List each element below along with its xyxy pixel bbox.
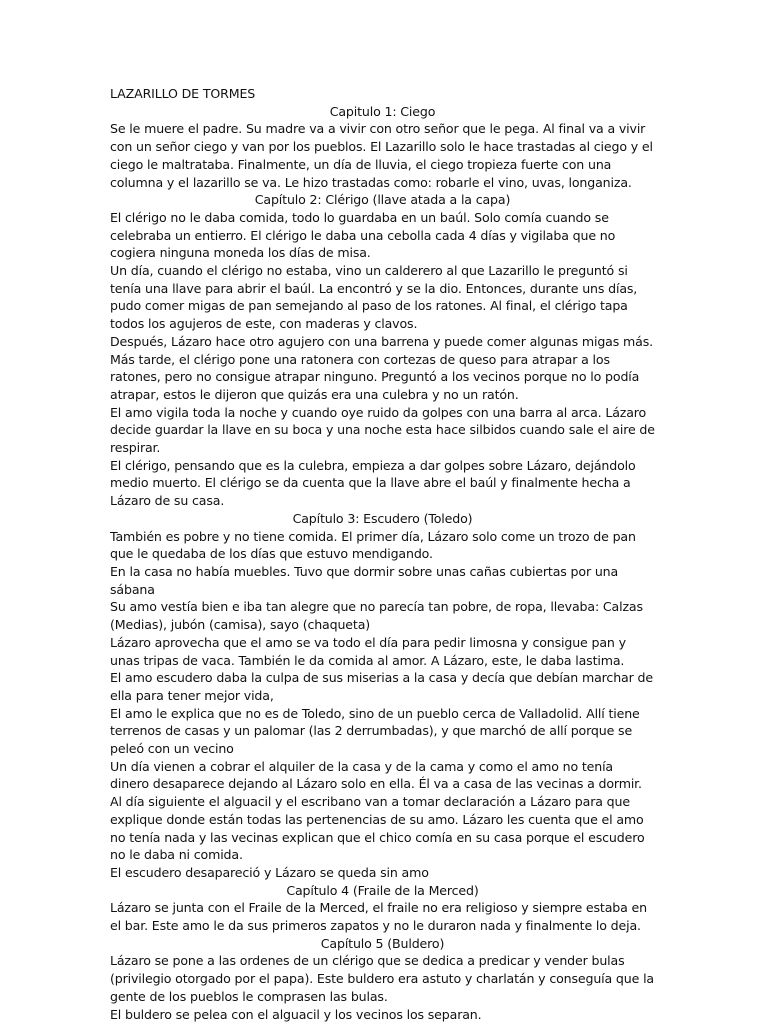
paragraph: Lázaro se pone a las ordenes de un clérigo que se dedica a predicar y vender bulas (privilegio otorgado por el papa). Este buldero era astuto y charlatán y conseguía que la gente de los pueblos le comprasen las bulas. [110, 953, 654, 1004]
paragraph: Lázaro se junta con el Fraile de la Merced, el fraile no era religioso y siempre estaba en el bar. Este amo le da sus primeros zapatos y no le duraron nada y finalmente lo deja. [110, 900, 647, 934]
chapter-heading-1: Capitulo 1: Ciego [329, 103, 436, 119]
paragraph: En la casa no había muebles. Tuvo que dormir sobre unas cañas cubiertas por una sábana [110, 563, 619, 597]
chapter-heading-4: Capítulo 4 (Fraile de la Merced) [286, 882, 479, 898]
paragraph: El amo escudero daba la culpa de sus miserias a la casa y decía que debían marchar de ella para tener mejor vida, [110, 670, 653, 703]
paragraph: El clérigo no le daba comida, todo lo guardaba en un baúl. Solo comía cuando se celebraba un entierro. El clérigo le daba una cebolla cada 4 días y vigilaba que no cogiera ninguna moneda los días de misa. [110, 209, 616, 261]
chapter-heading-3: Capítulo 3: Escudero (Toledo) [292, 510, 473, 526]
paragraph: El escudero desapareció y Lázaro se queda sin amo [110, 864, 429, 880]
paragraph: El amo vigila toda la noche y cuando oye ruido da golpes con una barra al arca. Lázaro decide guardar la llave en su boca y una noche esta hace silbidos cuando sale el aire de respirar. [110, 404, 655, 456]
paragraph: El clérigo, pensando que es la culebra, empieza a dar golpes sobre Lázaro, dejándolo medio muerto. El clérigo se da cuenta que la llave abre el baúl y finalmente hecha a Lázaro de su casa. [110, 457, 636, 509]
paragraph: Se le muere el padre. Su madre va a vivir con otro señor que le pega. Al final va a vivir con un señor ciego y van por los pueblos. El Lazarillo solo le hace trastadas al ciego y el ciego le maltrataba. Finalmente, un día de lluvia, el ciego tropieza fuerte con una columna y el lazarillo se va. Le hizo trastadas como: robarle el vino, uvas, longaniza. [110, 121, 653, 190]
paragraph: Más tarde, el clérigo pone una ratonera con cortezas de queso para atrapar a los ratones, pero no consigue atrapar ninguno. Preguntó a los vecinos porque no lo podía atrapar, estos le dijeron que quizás era una culebra y no un ratón. [110, 351, 640, 402]
chapter-heading-2: Capítulo 2: Clérigo (llave atada a la capa) [254, 192, 511, 208]
document-page [110, 85, 655, 1023]
document-title: LAZARILLO DE TORMES [110, 86, 256, 101]
paragraph: Su amo vestía bien e iba tan alegre que no parecía tan pobre, de ropa, llevaba: Calzas (Medias), jubón (camisa), sayo (chaqueta) [110, 599, 643, 633]
paragraph: Un día vienen a cobrar el alquiler de la casa y de la cama y como el amo no tenía dinero desaparece dejando al Lázaro solo en ella. Él va a casa de las vecinas a dormir. Al día siguiente el alguacil y el escribano van a tomar declaración a Lázaro para que explique donde están todas las pertenencias de su amo. Lázaro les cuenta que el amo no tenía nada y las vecinas explican que el chico comía en su casa porque el escudero no le daba ni comida. [110, 758, 645, 863]
paragraph: El amo le explica que no es de Toledo, sino de un pueblo cerca de Valladolid. Allí tiene terrenos de casas y un palomar (las 2 derrumbadas), y que marchó de allí porque se peleó con un vecino [110, 705, 640, 757]
paragraph: Lázaro aprovecha que el amo se va todo el día para pedir limosna y consigue pan y unas tripas de vaca. También le da comida al amor. A Lázaro, este, le daba lastima. [110, 634, 626, 668]
paragraph: El buldero se pelea con el alguacil y los vecinos los separan. [110, 1006, 482, 1022]
paragraph: También es pobre y no tiene comida. El primer día, Lázaro solo come un trozo de pan que le quedaba de los días que estuvo mendigando. [110, 528, 636, 562]
chapter-heading-5: Capítulo 5 (Buldero) [320, 935, 445, 951]
paragraph: Después, Lázaro hace otro agujero con una barrena y puede comer algunas migas más. [110, 333, 653, 349]
paragraph: Un día, cuando el clérigo no estaba, vino un calderero al que Lazarillo le preguntó si tenía una llave para abrir el baúl. La encontró y se la dio. Entonces, durante uns días, pudo comer migas de pan semejando al paso de los ratones. Al final, el clérigo tapa todos los agujeros de este, con maderas y clavos. [110, 263, 638, 332]
